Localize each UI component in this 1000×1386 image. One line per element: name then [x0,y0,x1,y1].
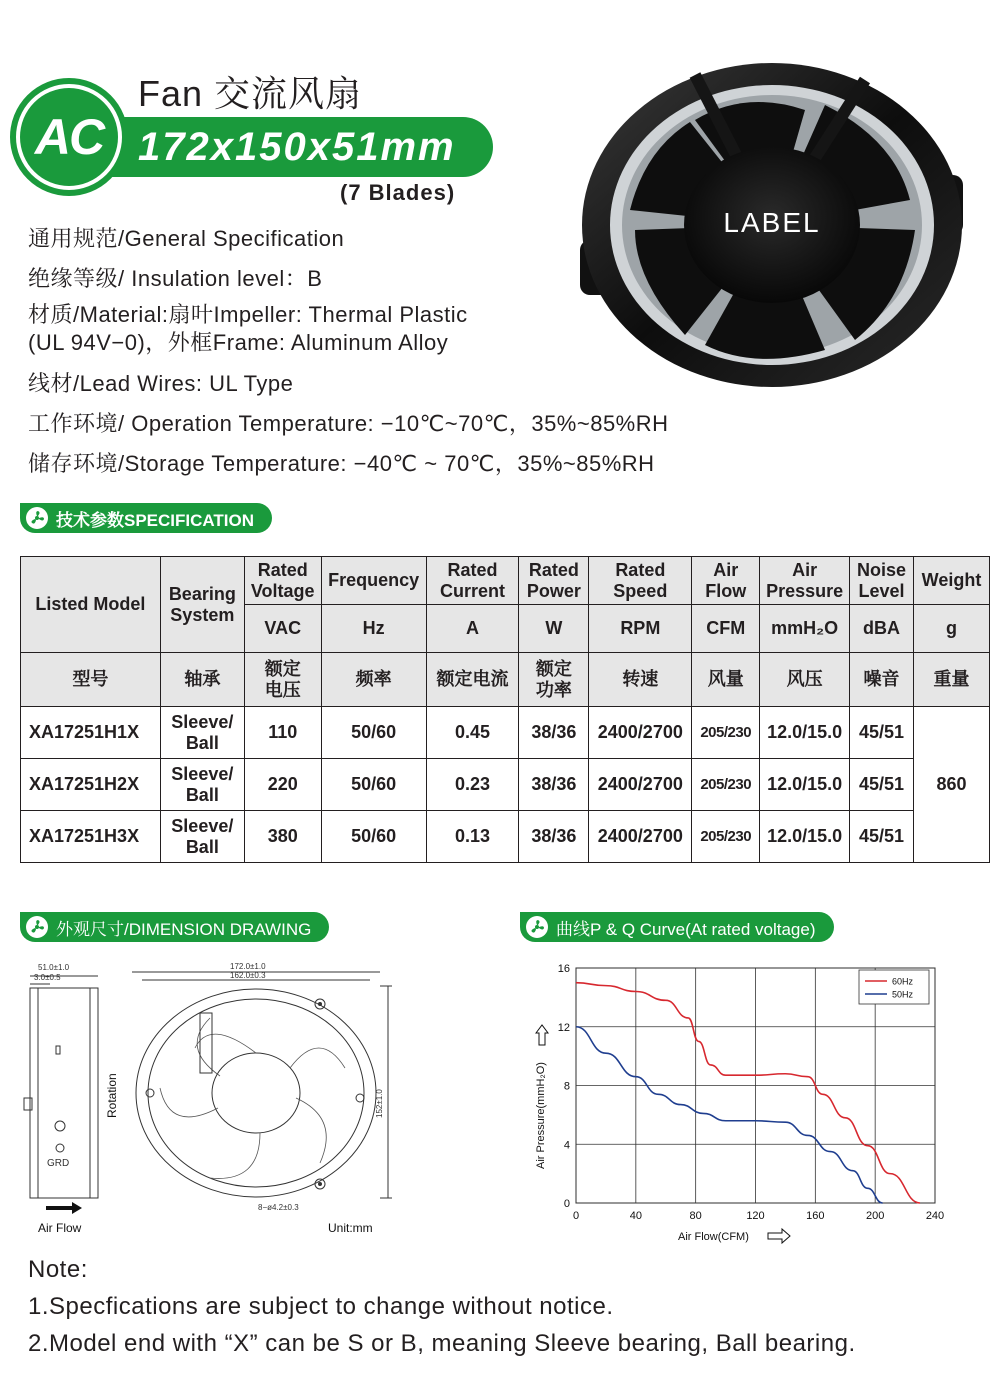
unit-frequency: Hz [321,605,426,653]
size-banner [108,117,493,177]
th-weight: Weight [914,557,990,605]
series-line-50Hz [576,1027,883,1203]
x-tick-label: 40 [629,1210,642,1222]
y-tick-label: 12 [557,1021,570,1034]
x-tick-label: 80 [689,1210,702,1222]
cn-bearing: 轴承 [160,653,244,707]
airflow-label: Air Flow [38,1221,82,1235]
unit-noise: dBA [850,605,914,653]
th-current: Rated Current [426,557,519,605]
spec-lead-wires: 线材/Lead Wires: UL Type [28,371,294,396]
unit-power: W [519,605,589,653]
spec-material: 材质/Material:扇叶Impeller: Thermal Plastic [28,302,468,327]
spec-operation-temp: 工作环境/ Operation Temperature: −10℃~70℃，35%~85%RH [28,411,669,436]
dim-width: 172.0±1.0 [230,962,266,971]
x-tick-label: 0 [572,1210,580,1222]
chart-legend [859,970,929,1004]
section-dimension-label: 外观尺寸/DIMENSION DRAWING [56,919,312,939]
fan-photo [575,60,970,390]
cell-pressure: 12.0/15.0 [760,707,850,759]
y-tick-label: 4 [563,1139,570,1152]
unit-current: A [426,605,519,653]
dim-width-inner: 162.0±0.3 [230,971,266,980]
series-line-60Hz [576,983,920,1203]
cell-pressure: 12.0/15.0 [760,811,850,863]
unit-speed: RPM [589,605,692,653]
dim-height: 152±1.0 [375,1089,384,1118]
x-tick-label: 240 [925,1210,945,1222]
note-title: Note: [28,1256,88,1283]
cn-noise: 噪音 [850,653,914,707]
note-item: 2.Model end with “X” can be S or B, meaning Sleeve bearing, Ball bearing. [28,1330,856,1357]
cell-speed: 2400/2700 [589,811,692,863]
th-airflow: Air Flow [692,557,760,605]
unit-weight: g [914,605,990,653]
cell-bearing: Sleeve/ Ball [160,811,244,863]
spec-table [20,556,990,863]
section-curve [520,912,834,942]
fan-icon [26,916,48,938]
th-bearing: Bearing System [160,557,244,653]
cell-airflow: 205/230 [692,759,760,811]
cell-bearing: Sleeve/ Ball [160,707,244,759]
unit-airflow: CFM [692,605,760,653]
cn-model: 型号 [21,653,161,707]
cell-noise: 45/51 [850,811,914,863]
cell-model: XA17251H2X [21,759,161,811]
legend-label: 50Hz [892,989,914,1000]
cell-noise: 45/51 [850,707,914,759]
cell-current: 0.23 [426,759,519,811]
chart-lines [576,983,920,1203]
airflow-arrow-icon [46,1202,82,1214]
cell-frequency: 50/60 [321,811,426,863]
up-arrow-icon [536,1025,548,1045]
spec-insulation: 绝缘等级/ Insulation level：B [28,266,323,291]
blade-count: (7 Blades) [340,180,456,205]
photo-label: LABEL [723,207,821,238]
chart-ylabel: Air Pressure(mmH₂O) [535,1062,547,1169]
cn-weight: 重量 [914,653,990,707]
size-text: 172x150x51mm [138,124,456,169]
th-noise: Noise Level [850,557,914,605]
th-pressure: Air Pressure [760,557,850,605]
y-tick-label: 8 [563,1080,570,1093]
unit-pressure: mmH₂O [760,605,850,653]
ac-badge [10,78,128,196]
unit-voltage: VAC [244,605,321,653]
cell-frequency: 50/60 [321,707,426,759]
right-arrow-icon [768,1229,790,1243]
x-tick-label: 160 [806,1210,825,1222]
cn-speed: 转速 [589,653,692,707]
cell-power: 38/36 [519,707,589,759]
cell-frequency: 50/60 [321,759,426,811]
cell-noise: 45/51 [850,759,914,811]
legend-label: 60Hz [892,976,914,987]
th-power: Rated Power [519,557,589,605]
cell-voltage: 380 [244,811,321,863]
grd-label: GRD [47,1158,70,1169]
cell-speed: 2400/2700 [589,759,692,811]
th-frequency: Frequency [321,557,426,605]
spec-material-2: (UL 94V−0)，外框Frame: Aluminum Alloy [28,330,449,355]
cell-model: XA17251H3X [21,811,161,863]
rotation-label: Rotation [105,1073,119,1118]
cell-bearing: Sleeve/ Ball [160,759,244,811]
fan-icon [26,507,48,529]
cell-airflow: 205/230 [692,707,760,759]
chart-xlabel: Air Flow(CFM) [678,1231,749,1243]
section-spec-label: 技术参数SPECIFICATION [56,510,255,530]
x-tick-label: 200 [865,1210,885,1222]
cell-current: 0.45 [426,707,519,759]
th-voltage: Rated Voltage [244,557,321,605]
dim-depth: 51.0±1.0 [38,963,70,972]
hole-spec: 8−ø4.2±0.3 [258,1203,299,1212]
cell-model: XA17251H1X [21,707,161,759]
pq-curve-chart [528,955,968,1255]
cn-current: 额定电流 [426,653,519,707]
section-curve-label: 曲线P & Q Curve(At rated voltage) [556,919,816,939]
cell-current: 0.13 [426,811,519,863]
cell-voltage: 220 [244,759,321,811]
y-tick-label: 16 [557,963,570,975]
x-tick-label: 120 [746,1210,765,1222]
unit-label: Unit:mm [328,1221,373,1235]
cn-airflow: 风量 [692,653,760,707]
cell-voltage: 110 [244,707,321,759]
cell-weight: 860 [914,707,990,863]
th-speed: Rated Speed [589,557,692,605]
cell-power: 38/36 [519,759,589,811]
cell-speed: 2400/2700 [589,707,692,759]
dimension-drawing [20,958,420,1243]
ac-badge-text: AC [20,88,118,186]
dim-flange: 3.0±0.5 [34,973,61,982]
spec-general: 通用规范/General Specification [28,226,345,251]
spec-storage-temp: 储存环境/Storage Temperature: −40℃ ~ 70℃，35%~85%RH [28,451,655,476]
table-row [21,811,990,863]
y-tick-label: 0 [563,1198,570,1210]
cn-pressure: 风压 [760,653,850,707]
page-title: Fan 交流风扇 [138,73,363,114]
cell-power: 38/36 [519,811,589,863]
cn-power: 额定功率 [519,653,589,707]
fan-icon [526,916,548,938]
table-row [21,759,990,811]
note-item: 1.Specfications are subject to change without notice. [28,1293,614,1320]
cn-voltage: 额定电压 [244,653,321,707]
section-dimension [20,912,329,942]
table-row [21,707,990,759]
cn-frequency: 频率 [321,653,426,707]
th-model: Listed Model [21,557,161,653]
section-spec [20,503,272,533]
cell-airflow: 205/230 [692,811,760,863]
cell-pressure: 12.0/15.0 [760,759,850,811]
